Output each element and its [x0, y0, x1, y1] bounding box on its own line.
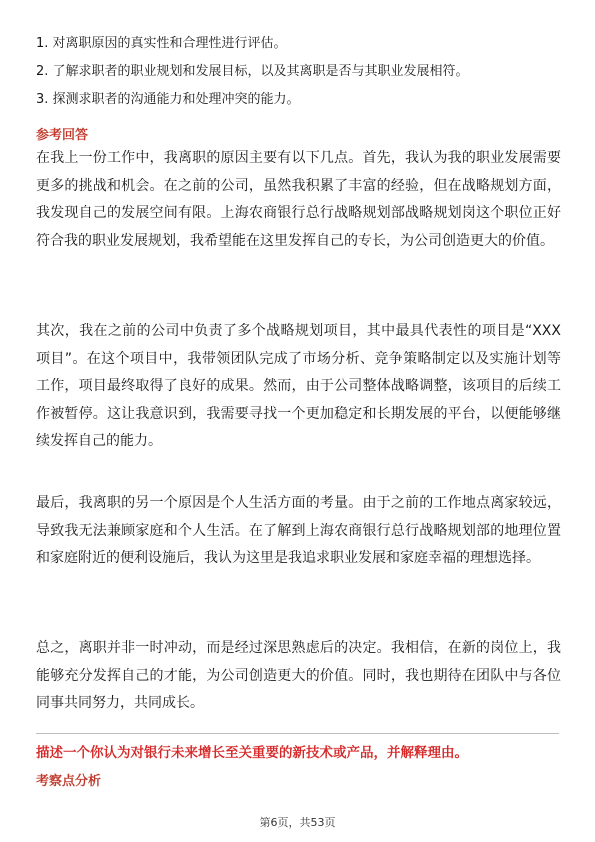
- list-item: 2. 了解求职者的职业规划和发展目标，以及其离职是否与其职业发展相符。: [36, 64, 469, 79]
- analysis-heading: 考察点分析: [36, 774, 102, 789]
- answer-paragraph-4: 总之，离职并非一时冲动，而是经过深思熟虑后的决定。我相信，在新的岗位上，我能够充分发挥自己的才能，为公司创造更大的价值。同时，我也期待在团队中与各位同事共同努力，共同成长。: [36, 640, 561, 711]
- evaluation-points-list: [36, 30, 566, 114]
- answer-paragraph-1: 在我上一份工作中，我离职的原因主要有以下几点。首先，我认为我的职业发展需要更多的挑战和机会。在之前的公司，虽然我积累了丰富的经验，但在战略规划方面，我发现自己的发展空间有限。上海农商银行总行战略规划部战略规划岗这个职位正好符合我的职业发展规划，我希望能在这里发挥自己的专长，为公司创造更大的价值。: [36, 150, 561, 249]
- list-item: 1. 对离职原因的真实性和合理性进行评估。: [36, 36, 287, 51]
- list-item: 3. 探测求职者的沟通能力和处理冲突的能力。: [36, 92, 300, 107]
- answer-paragraph-3: 最后，我离职的另一个原因是个人生活方面的考量。由于之前的工作地点离家较远，导致我无法兼顾家庭和个人生活。在了解到上海农商银行总行战略规划部的地理位置和家庭附近的便利设施后，我认为这里是我追求职业发展和家庭幸福的理想选择。: [36, 495, 561, 566]
- section-divider: [36, 733, 559, 734]
- answer-paragraph-2: 其次，我在之前的公司中负责了多个战略规划项目，其中最具代表性的项目是“XXX项目”。在这个项目中，我带领团队完成了市场分析、竞争策略制定以及实施计划等工作，项目最终取得了良好的成果。然而，由于公司整体战略调整，该项目的后续工作被暂停。这让我意识到，我需要寻找一个更加稳定和长期发展的平台，以便能够继续发挥自己的能力。: [36, 323, 561, 449]
- next-question: 描述一个你认为对银行未来增长至关重要的新技术或产品，并解释理由。: [36, 745, 468, 761]
- page-number-footer: 第6页，共53页: [259, 816, 336, 829]
- answer-heading: 参考回答: [36, 128, 89, 143]
